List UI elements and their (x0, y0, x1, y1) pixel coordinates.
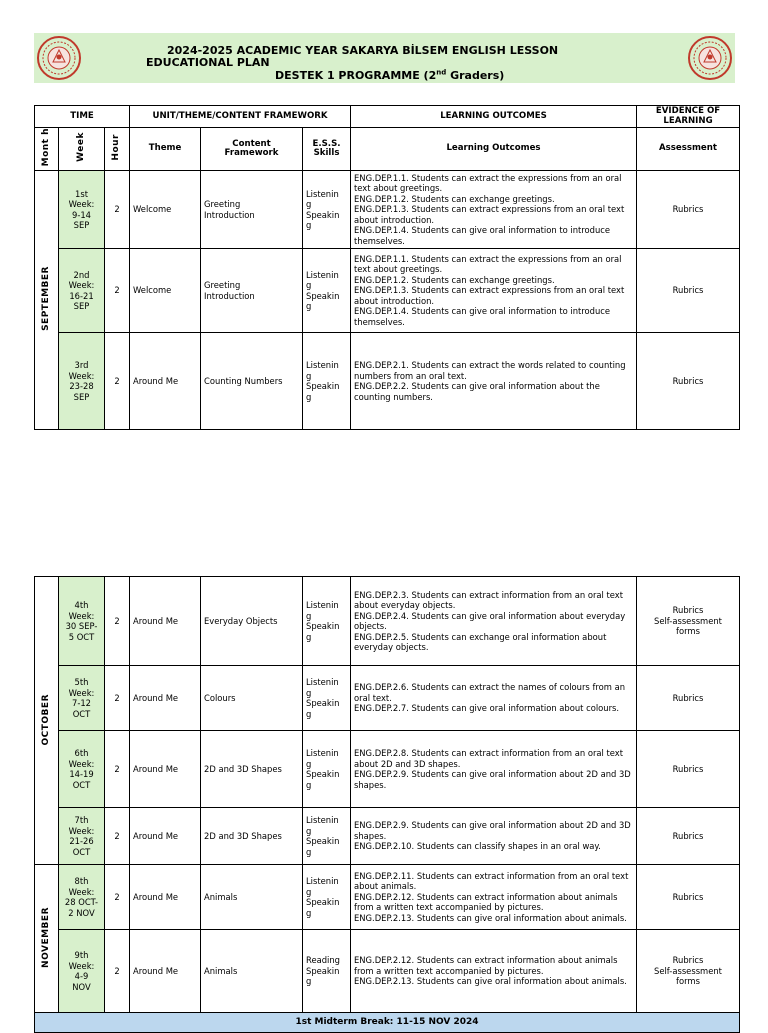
content-framework-cell: 2D and 3D Shapes (201, 731, 303, 808)
assessment-cell: Rubrics (637, 666, 740, 731)
ministry-seal-icon (687, 35, 733, 81)
theme-cell: Around Me (130, 731, 201, 808)
header-title-line1: 2024-2025 ACADEMIC YEAR SAKARYA BİLSEM ENGLISH LESSON (167, 44, 559, 57)
ess-skills-cell: Listenin g Speakin g (303, 577, 351, 666)
theme-cell: Welcome (130, 171, 201, 249)
assessment-cell: Rubrics (637, 171, 740, 249)
col-header-theme: Theme (130, 128, 201, 171)
col-header-ess: E.S.S. Skills (303, 128, 351, 171)
ess-skills-cell: Reading Speakin g (303, 930, 351, 1013)
content-framework-cell: 2D and 3D Shapes (201, 808, 303, 865)
hour-cell: 2 (105, 666, 130, 731)
theme-cell: Welcome (130, 249, 201, 333)
ess-skills-cell: Listenin g Speakin g (303, 666, 351, 731)
content-framework-cell: Everyday Objects (201, 577, 303, 666)
document-header (34, 33, 735, 83)
ministry-seal-icon (36, 35, 82, 81)
learning-outcomes-cell: ENG.DEP.2.8. Students can extract information from an oral text about 2D and 3D shapes. ENG.DEP.2.9. Students can give oral information about 2D and 3D shapes. (351, 731, 637, 808)
theme-cell: Around Me (130, 930, 201, 1013)
content-framework-cell: Greeting Introduction (201, 249, 303, 333)
col-header-hour: Hour (105, 128, 130, 171)
content-framework-cell: Colours (201, 666, 303, 731)
assessment-cell: Rubrics (637, 249, 740, 333)
hour-cell: 2 (105, 577, 130, 666)
learning-outcomes-cell: ENG.DEP.2.6. Students can extract the names of colours from an oral text. ENG.DEP.2.7. Students can give oral information about colours. (351, 666, 637, 731)
col-header-evidence: EVIDENCE OF LEARNING (637, 106, 740, 128)
header-title-line3: DESTEK 1 PROGRAMME (2nd Graders) (275, 68, 505, 82)
col-header-month: Mont h (35, 128, 59, 171)
hour-cell: 2 (105, 731, 130, 808)
col-header-assessment: Assessment (637, 128, 740, 171)
ess-skills-cell: Listenin g Speakin g (303, 171, 351, 249)
ess-skills-cell: Listenin g Speakin g (303, 808, 351, 865)
month-cell-november: NOVEMBER (35, 865, 59, 1013)
col-header-time: TIME (35, 106, 130, 128)
learning-outcomes-cell: ENG.DEP.2.12. Students can extract information about animals from a written text accompanied by pictures. ENG.DEP.2.13. Students can give oral information about animals. (351, 930, 637, 1013)
content-framework-cell: Greeting Introduction (201, 171, 303, 249)
ess-skills-cell: Listenin g Speakin g (303, 249, 351, 333)
col-header-week: Week (59, 128, 105, 171)
week-cell: 1st Week: 9-14 SEP (59, 171, 105, 249)
assessment-cell: Rubrics (637, 865, 740, 930)
assessment-cell: Rubrics (637, 333, 740, 430)
col-header-unit: UNIT/THEME/CONTENT FRAMEWORK (130, 106, 351, 128)
week-cell: 4th Week: 30 SEP- 5 OCT (59, 577, 105, 666)
assessment-cell: Rubrics (637, 731, 740, 808)
midterm-break-row: 1st Midterm Break: 11-15 NOV 2024 (35, 1013, 740, 1033)
ess-skills-cell: Listenin g Speakin g (303, 333, 351, 430)
month-cell-october: OCTOBER (35, 577, 59, 865)
hour-cell: 2 (105, 930, 130, 1013)
hour-cell: 2 (105, 333, 130, 430)
learning-outcomes-cell: ENG.DEP.2.1. Students can extract the words related to counting numbers from an oral text. ENG.DEP.2.2. Students can give oral information about the counting numbers. (351, 333, 637, 430)
header-title-line2: EDUCATIONAL PLAN (146, 56, 270, 69)
theme-cell: Around Me (130, 333, 201, 430)
hour-cell: 2 (105, 249, 130, 333)
col-header-learning-outcomes: LEARNING OUTCOMES (351, 106, 637, 128)
week-cell: 6th Week: 14-19 OCT (59, 731, 105, 808)
month-cell-september: SEPTEMBER (35, 171, 59, 430)
hour-cell: 2 (105, 865, 130, 930)
hour-cell: 2 (105, 171, 130, 249)
learning-outcomes-cell: ENG.DEP.1.1. Students can extract the expressions from an oral text about greetings. ENG.DEP.1.2. Students can exchange greetings. ENG.DEP.1.3. Students can extract expressions from an oral text about introduction. ENG.DEP.1.4. Students can give oral information to introduce themselves. (351, 171, 637, 249)
content-framework-cell: Counting Numbers (201, 333, 303, 430)
theme-cell: Around Me (130, 808, 201, 865)
week-cell: 9th Week: 4-9 NOV (59, 930, 105, 1013)
plan-table-september (34, 105, 740, 430)
col-header-outcomes: Learning Outcomes (351, 128, 637, 171)
assessment-cell: Rubrics Self-assessment forms (637, 577, 740, 666)
week-cell: 5th Week: 7-12 OCT (59, 666, 105, 731)
col-header-content: Content Framework (201, 128, 303, 171)
hour-cell: 2 (105, 808, 130, 865)
week-cell: 7th Week: 21-26 OCT (59, 808, 105, 865)
plan-table-october-november (34, 576, 740, 1033)
content-framework-cell: Animals (201, 865, 303, 930)
week-cell: 2nd Week: 16-21 SEP (59, 249, 105, 333)
ess-skills-cell: Listenin g Speakin g (303, 731, 351, 808)
theme-cell: Around Me (130, 577, 201, 666)
learning-outcomes-cell: ENG.DEP.1.1. Students can extract the expressions from an oral text about greetings. ENG.DEP.1.2. Students can exchange greetings. ENG.DEP.1.3. Students can extract expressions from an oral text about introduction. ENG.DEP.1.4. Students can give oral information to introduce themselves. (351, 249, 637, 333)
assessment-cell: Rubrics Self-assessment forms (637, 930, 740, 1013)
ess-skills-cell: Listenin g Speakin g (303, 865, 351, 930)
assessment-cell: Rubrics (637, 808, 740, 865)
learning-outcomes-cell: ENG.DEP.2.3. Students can extract information from an oral text about everyday objects. ENG.DEP.2.4. Students can give oral information about everyday objects. ENG.DEP.2.5. Students can exchange oral information about everyday objects. (351, 577, 637, 666)
week-cell: 8th Week: 28 OCT- 2 NOV (59, 865, 105, 930)
content-framework-cell: Animals (201, 930, 303, 1013)
week-cell: 3rd Week: 23-28 SEP (59, 333, 105, 430)
theme-cell: Around Me (130, 666, 201, 731)
learning-outcomes-cell: ENG.DEP.2.9. Students can give oral information about 2D and 3D shapes. ENG.DEP.2.10. Students can classify shapes in an oral way. (351, 808, 637, 865)
theme-cell: Around Me (130, 865, 201, 930)
learning-outcomes-cell: ENG.DEP.2.11. Students can extract information from an oral text about animals. ENG.DEP.2.12. Students can extract information about animals from a written text accompanied by pictures. ENG.DEP.2.13. Students can give oral information about animals. (351, 865, 637, 930)
